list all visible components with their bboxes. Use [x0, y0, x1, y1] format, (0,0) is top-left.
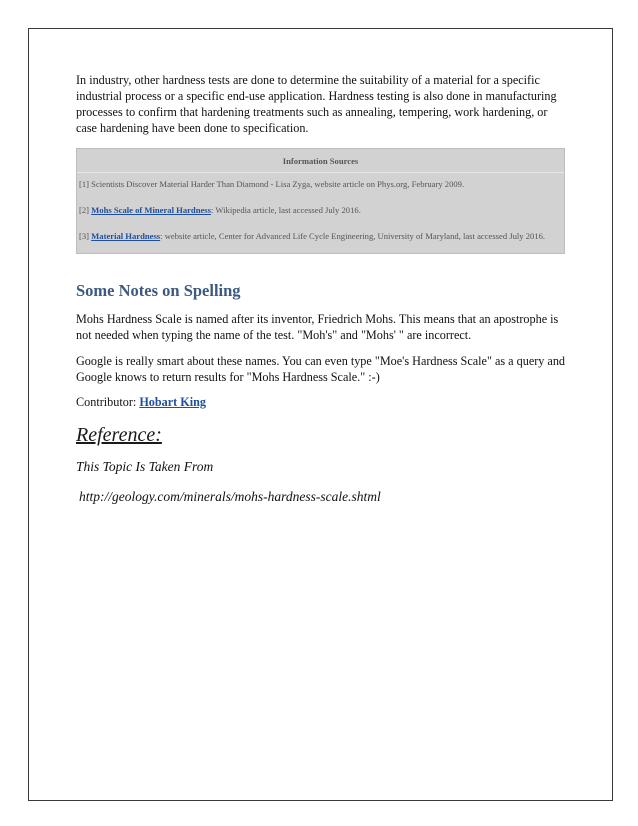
- reference-url[interactable]: http://geology.com/minerals/mohs-hardness-scale.shtml: [79, 489, 381, 504]
- reference-line: This Topic Is Taken From: [76, 459, 214, 474]
- source-item: [77, 225, 564, 243]
- source-text: [3]: [79, 231, 92, 241]
- source-text: [2]: [79, 205, 92, 215]
- contributor-line: [76, 395, 566, 410]
- source-link[interactable]: Mohs Scale of Mineral Hardness: [91, 205, 211, 215]
- reference-heading: Reference:: [76, 424, 162, 446]
- intro-paragraph: In industry, other hardness tests are done to determine the suitability of a material for a specific industrial process or a specific end-use application. Hardness testing is also done in manufacturing processes to confirm that hardening treatments such as annealing, tempering, work hardening, or case hardening have been done to specification.: [76, 73, 557, 135]
- contributor-label: Contributor:: [76, 395, 140, 409]
- source-item: [77, 199, 564, 217]
- section-heading: Some Notes on Spelling: [76, 281, 241, 300]
- source-item: [77, 173, 564, 191]
- sources-title: Information Sources: [77, 149, 564, 173]
- source-link[interactable]: Material Hardness: [91, 231, 161, 241]
- spelling-paragraph: Mohs Hardness Scale is named after its inventor, Friedrich Mohs. This means that an apostrophe is not needed when typing the name of the test. "Moh's" and "Mohs' " are incorrect.: [76, 312, 559, 342]
- source-text: : website article, Center for Advanced Life Cycle Engineering, University of Maryland, last accessed July 2016.: [160, 231, 546, 241]
- spelling-paragraph: Google is really smart about these names. You can even type "Moe's Hardness Scale" as a query and Google knows to return results for "Mohs Hardness Scale." :-): [76, 354, 566, 384]
- information-sources-box: [76, 148, 565, 254]
- source-text: [1] Scientists Discover Material Harder Than Diamond - Lisa Zyga, website article on Phys.org, February 2009.: [79, 179, 465, 189]
- contributor-link[interactable]: Hobart King: [139, 395, 207, 409]
- document-content: [76, 72, 566, 505]
- source-text: : Wikipedia article, last accessed July 2016.: [211, 205, 361, 215]
